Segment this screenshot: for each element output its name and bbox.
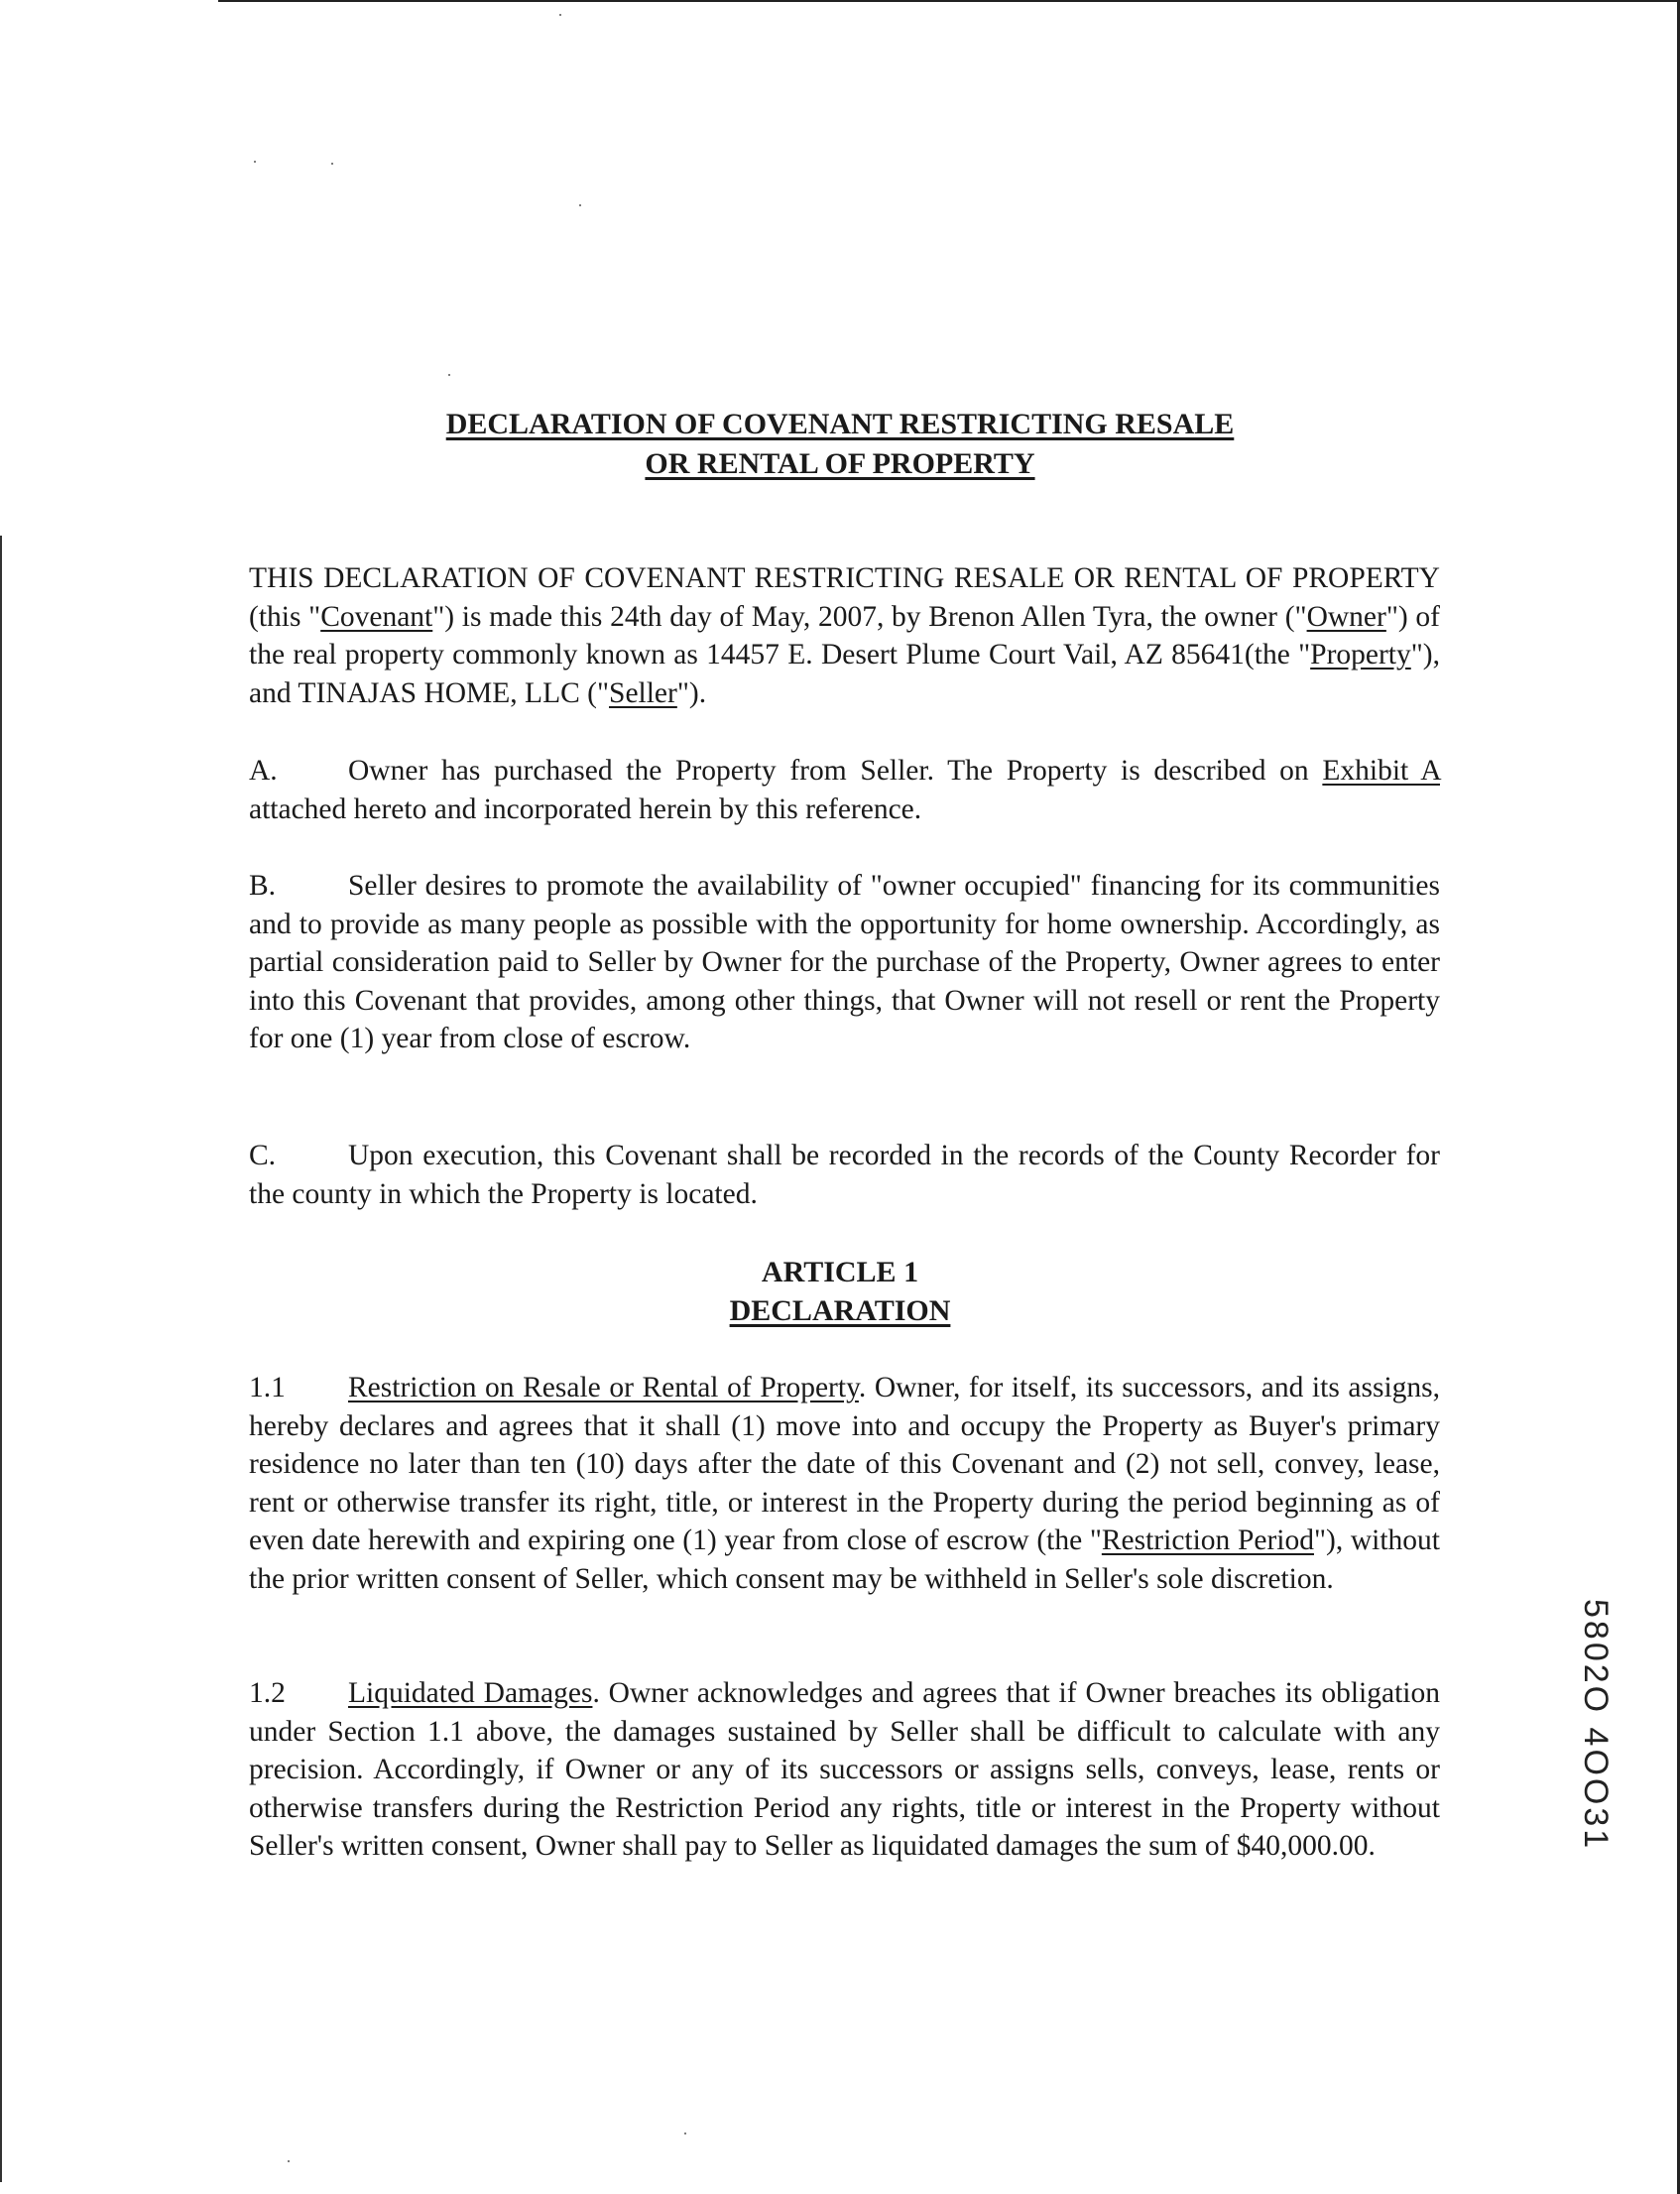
- title-line-2: OR RENTAL OF PROPERTY: [645, 447, 1035, 480]
- intro-text-3: ") of the real property commonly known as 14457 E. Desert Plume Court Vail, AZ 85641(the ": [249, 600, 1440, 671]
- section-1-2-number: 1.2: [249, 1677, 286, 1709]
- recital-b-label: B.: [249, 870, 277, 902]
- section-1-1-number: 1.1: [249, 1372, 286, 1403]
- recording-number-stamp: 5802O 4OO31: [1577, 1599, 1615, 1852]
- recital-a: [249, 752, 1440, 828]
- section-1-2-heading: Liquidated Damages: [348, 1677, 593, 1709]
- recital-c-label: C.: [249, 1140, 277, 1171]
- scan-speck: [331, 163, 333, 165]
- recital-c: [249, 1137, 1440, 1213]
- term-owner: Owner: [1306, 600, 1386, 633]
- title-line-1: DECLARATION OF COVENANT RESTRICTING RESALE: [445, 408, 1235, 440]
- scan-speck: [559, 14, 561, 16]
- term-covenant: Covenant: [320, 600, 433, 633]
- section-1-1-text-1: . Owner, for itself, its successors, and its assigns, hereby declares and agrees that it shall (1) move into and occupy the Property as Buyer's primary residence no later than ten (10) days after the date of this Covenant and (2) not sell, convey, lease, rent or otherwise transfer its right, title, or interest in the Property during the period beginning as of even date herewith and expiring one (1) year from close of escrow (the ": [249, 1372, 1440, 1557]
- article-1-heading: [0, 1253, 1680, 1330]
- article-1-title: ARTICLE 1: [761, 1256, 919, 1288]
- intro-text-4: "), and TINAJAS HOME, LLC (": [249, 639, 1440, 709]
- term-restriction-period: Restriction Period: [1101, 1524, 1314, 1557]
- term-property: Property: [1310, 639, 1411, 671]
- section-1-2-text: . Owner acknowledges and agrees that if Owner breaches its obligation under Section 1.1 above, the damages sustained by Seller shall be difficult to calculate with any precision. Accordingly, if Owner or any of its successors or assigns sells, conveys, lease, rents or otherwise transfers during the Restriction Period any rights, title or interest in the Property without Seller's written consent, Owner shall pay to Seller as liquidated damages the sum of $40,000.00.: [249, 1677, 1440, 1863]
- recital-a-label: A.: [249, 755, 278, 787]
- recital-b: [249, 867, 1440, 1058]
- document-title: [0, 405, 1680, 484]
- intro-text-1: THIS DECLARATION OF COVENANT RESTRICTING RESALE OR RENTAL OF PROPERTY (this ": [249, 562, 1440, 633]
- recital-a-text-1: Owner has purchased the Property from Seller. The Property is described on: [348, 755, 1323, 787]
- intro-text-2: ") is made this 24th day of May, 2007, by Brenon Allen Tyra, the owner (": [432, 600, 1307, 633]
- scan-edge-top: [218, 0, 1680, 2]
- term-seller: Seller: [609, 676, 677, 709]
- section-1-1-heading: Restriction on Resale or Rental of Property: [348, 1372, 859, 1403]
- scan-speck: [254, 161, 256, 163]
- scan-speck: [288, 2160, 290, 2162]
- section-1-1-text-2: "), without the prior written consent of Seller, which consent may be withheld in Seller's sole discretion.: [249, 1524, 1440, 1595]
- scan-speck: [684, 2133, 686, 2134]
- section-1-2: [249, 1674, 1440, 1866]
- recital-b-text: Seller desires to promote the availability of "owner occupied" financing for its communities and to provide as many people as possible with the opportunity for home ownership. Accordingly, as partial consideration paid to Seller by Owner for the purchase of the Property, Owner agrees to enter into this Covenant that provides, among other things, that Owner will not resell or rent the Property for one (1) year from close of escrow.: [249, 870, 1440, 1055]
- section-1-1: [249, 1369, 1440, 1599]
- intro-paragraph: [249, 559, 1440, 712]
- article-1-subtitle: DECLARATION: [729, 1294, 951, 1327]
- scan-edge-left: [0, 536, 2, 2182]
- exhibit-a-reference: Exhibit A: [1322, 755, 1440, 787]
- scan-speck: [579, 204, 581, 206]
- recital-a-text-2: attached hereto and incorporated herein by this reference.: [249, 792, 922, 825]
- intro-text-5: ").: [676, 676, 707, 709]
- scan-speck: [448, 374, 450, 376]
- recital-c-text: Upon execution, this Covenant shall be recorded in the records of the County Recorder for the county in which the Property is located.: [249, 1140, 1440, 1210]
